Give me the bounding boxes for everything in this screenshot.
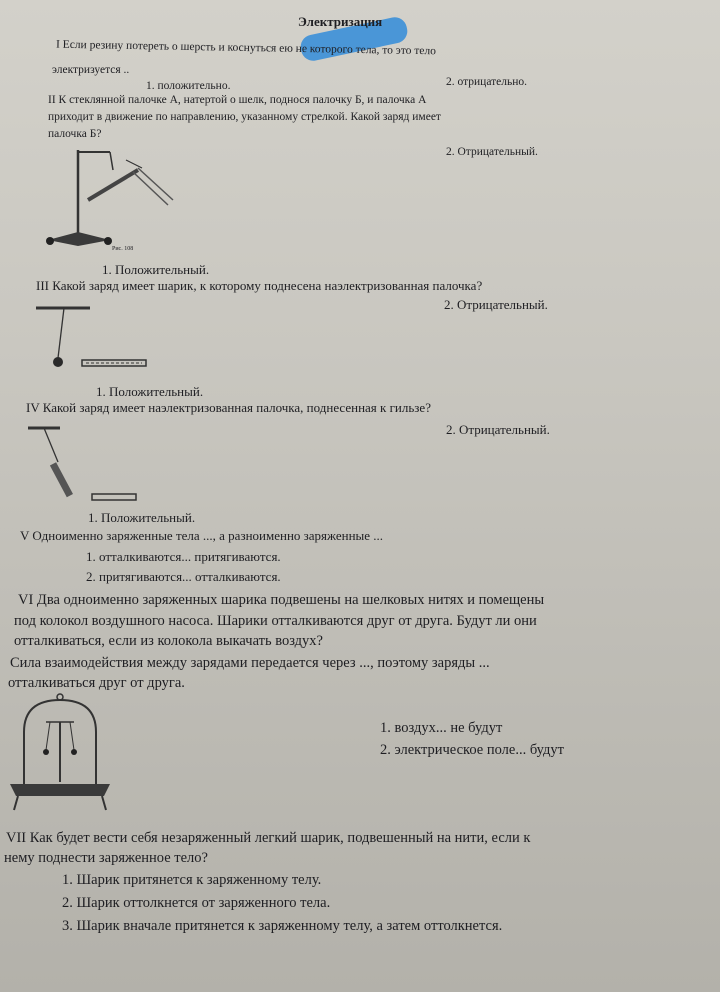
stand-with-rods-figure [38,140,188,260]
q6-text-line5: отталкиваться друг от друга. [8,675,185,691]
q6-text-line4: Сила взаимодействия между зарядами передается через ..., поэтому заряды ... [10,655,490,671]
bell-jar-figure [6,692,116,812]
q3-text: III Какой заряд имеет шарик, к которому поднесена наэлектризованная палочка? [36,278,483,293]
q6-text-line3: отталкиваться, если из колокола выкачать воздух? [14,633,323,649]
q3-option-2: 2. Отрицательный. [444,297,548,312]
q6-option-2: 2. электрическое поле... будут [380,742,564,758]
q6-text-line1: VI Два одноименно заряженных шарика подвешены на шелковых нитях и помещены [18,592,545,608]
q2-text-line1: II К стеклянной палочке А, натертой о шелк, поднося палочку Б, и палочка А [48,94,427,106]
q7-option-2: 2. Шарик оттолкнется от заряженного тела. [62,895,331,911]
q7-option-1: 1. Шарик притянется к заряженному телу. [62,872,322,888]
q6-text-line2: под колокол воздушного насоса. Шарики отталкиваются друг от друга. Будут ли они [14,613,537,629]
figure-caption: Рис. 108 [112,246,134,252]
q4-option-2: 2. Отрицательный. [446,422,550,437]
q1-option-2: 2. отрицательно. [446,76,528,88]
q1-text-line2: электризуется .. [52,64,130,76]
q2-option-2: 2. Отрицательный. [446,146,538,158]
q2-text-line3: палочка Б? [48,128,102,140]
q5-option-1: 1. отталкиваются... притягиваются. [86,549,281,564]
ball-and-rod-figure [28,300,168,380]
q2-option-1: 1. Положительный. [102,262,210,277]
page-title: Электризация [298,14,383,29]
q7-option-3: 3. Шарик вначале притянется к заряженному телу, а затем оттолкнется. [62,918,503,934]
q5-text: V Одноименно заряженные тела ..., а разноименно заряженные ... [20,528,384,543]
sleeve-and-rod-figure [24,422,154,512]
q1-text-line1: I Если резину потереть о шерсть и коснуться ею не которого тела, то это тело [55,38,436,58]
q7-text-line1: VII Как будет вести себя незаряженный легкий шарик, подвешенный на нити, если к [6,830,531,846]
q5-option-2: 2. притягиваются... отталкиваются. [86,569,281,584]
q6-option-1: 1. воздух... не будут [380,720,503,736]
q7-text-line2: нему поднести заряженное тело? [4,850,208,866]
q4-text: IV Какой заряд имеет наэлектризованная палочка, поднесенная к гильзе? [26,400,431,415]
q2-text-line2: приходит в движение по направлению, указанному стрелкой. Какой заряд имеет [48,111,441,123]
q4-option-1: 1. Положительный. [88,510,196,525]
q3-option-1: 1. Положительный. [96,384,204,399]
q1-option-1: 1. положительно. [146,80,231,92]
